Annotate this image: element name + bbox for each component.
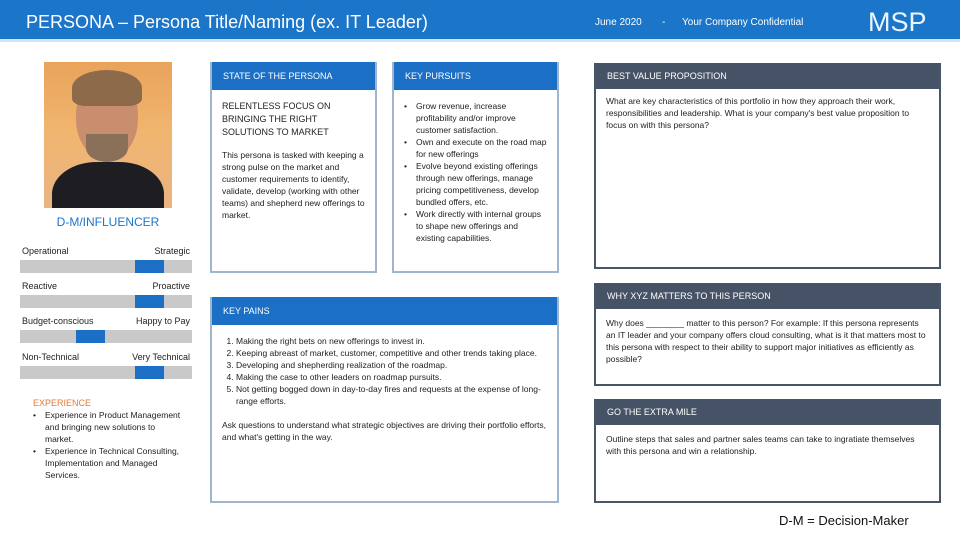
pains-heading: KEY PAINS <box>212 297 557 325</box>
why-body: Why does ________ matter to this person? For example: If this persona represents an IT leader and your company offers cloud consulting, what is it that matters most to this persona with respect to their ability to support major initiatives as efficiently as possible? <box>606 318 926 364</box>
photo-beard <box>86 134 128 162</box>
pursuits-panel <box>392 62 559 273</box>
why-panel <box>594 283 941 386</box>
slider-right-label: Very Technical <box>132 352 190 362</box>
pursuit-item: • Work directly with internal groups to shape new offerings and existing capabilities. <box>404 208 547 244</box>
experience-item: • Experience in Technical Consulting, Implementation and Managed Services. <box>33 445 183 481</box>
slider-left-label: Reactive <box>22 281 58 291</box>
persona-role-label: D-M/INFLUENCER <box>44 208 172 236</box>
why-heading: WHY XYZ MATTERS TO THIS PERSON <box>596 283 939 309</box>
pains-panel <box>210 297 559 503</box>
pursuit-item: • Grow revenue, increase profitability and/or improve customer satisfaction. <box>404 100 547 136</box>
pain-item: 1. Making the right bets on new offerings to invest in. <box>236 335 547 347</box>
slider-marker <box>76 330 105 343</box>
confidential-label: Your Company Confidential <box>682 17 804 28</box>
slider-left-label: Operational <box>22 246 69 256</box>
pursuit-item: • Own and execute on the road map for new offerings <box>404 136 547 160</box>
persona-photo <box>44 62 172 236</box>
pursuit-item: • Evolve beyond existing offerings through new offerings, manage pricing competitiveness, develop bundled offers, etc. <box>404 160 547 208</box>
slider-left-label: Non-Technical <box>22 352 80 362</box>
header-bar <box>0 0 960 42</box>
date: June 2020 <box>595 17 642 28</box>
experience-item: • Experience in Product Management and bringing new solutions to market. <box>33 409 183 445</box>
state-panel <box>210 62 377 273</box>
slider-left-label: Budget-conscious <box>22 316 94 326</box>
slider-right-label: Happy to Pay <box>135 316 190 326</box>
value-panel <box>594 63 941 269</box>
slider-marker <box>135 295 164 308</box>
extra-panel <box>594 399 941 503</box>
page-title: PERSONA – Persona Title/Naming (ex. IT Leader) <box>26 12 428 32</box>
state-headline: RELENTLESS FOCUS ON BRINGING THE RIGHT SOLUTIONS TO MARKET <box>222 101 331 137</box>
pain-item: 4. Making the case to other leaders on roadmap pursuits. <box>236 371 547 383</box>
extra-heading: GO THE EXTRA MILE <box>596 399 939 425</box>
pains-note: Ask questions to understand what strategic objectives are driving their portfolio efforts, and what's getting in the way. <box>222 420 546 442</box>
experience-section <box>33 397 183 481</box>
photo-hair <box>72 70 142 106</box>
brand-logo: MSP <box>868 7 927 37</box>
slider-track <box>20 330 192 343</box>
pain-item: 3. Developing and shepherding realization of the roadmap. <box>236 359 547 371</box>
slider-marker <box>135 366 164 379</box>
footer-legend: D-M = Decision-Maker <box>779 513 909 528</box>
extra-body: Outline steps that sales and partner sales teams can take to ingratiate themselves with this persona and win a relationship. <box>606 434 915 456</box>
pain-item: 5. Not getting bogged down in day-to-day fires and requests at the expense of long-range efforts. <box>236 383 547 407</box>
value-body: What are key characteristics of this portfolio in how they approach their work, responsibilities and leadership. What is your company's best value proposition to focus on with this persona? <box>606 96 910 130</box>
pain-item: 2. Keeping abreast of market, customer, competitive and other trends taking place. <box>236 347 547 359</box>
slider-right-label: Strategic <box>154 246 190 256</box>
value-heading: BEST VALUE PROPOSITION <box>596 63 939 89</box>
state-body: This persona is tasked with keeping a strong pulse on the market and customer requirements to identify, validate, develop (working with other teams) and shepherd new offerings to market. <box>222 150 365 220</box>
slider-right-label: Proactive <box>152 281 190 291</box>
slider-marker <box>135 260 164 273</box>
pursuits-heading: KEY PURSUITS <box>394 62 557 90</box>
separator: - <box>662 17 666 28</box>
slider-track <box>20 260 192 273</box>
slider-track <box>20 366 192 379</box>
experience-heading: EXPERIENCE <box>33 398 92 408</box>
state-heading: STATE OF THE PERSONA <box>212 62 375 90</box>
slider-track <box>20 295 192 308</box>
